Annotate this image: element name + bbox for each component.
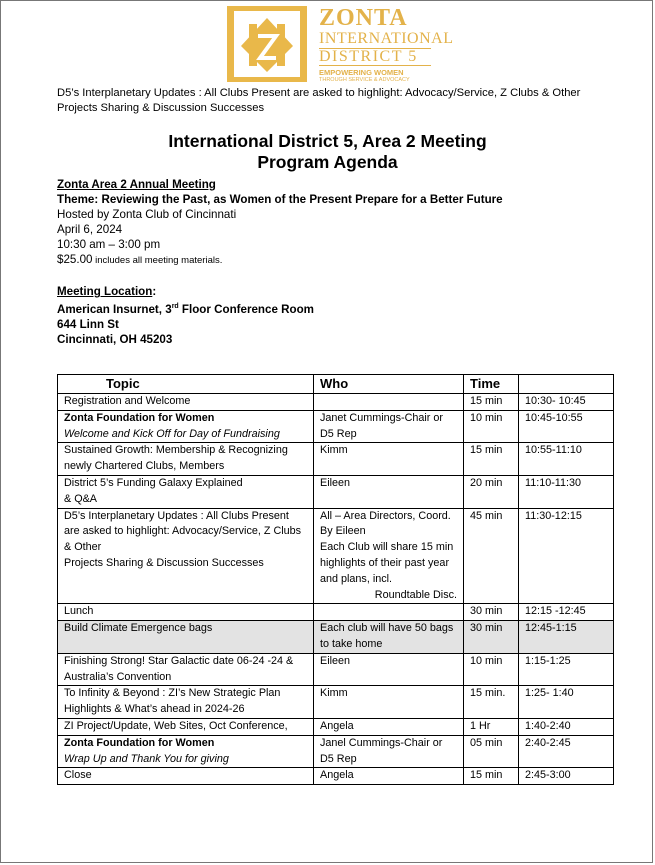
logo-line-zonta: ZONTA — [319, 5, 408, 31]
zonta-emblem — [227, 6, 307, 82]
row-who: Janet Cummings-Chair or D5 Rep — [314, 410, 464, 443]
logo-tagline: EMPOWERING WOMEN — [319, 68, 404, 77]
header-time: Time — [464, 375, 519, 394]
row-who-line-3: Roundtable Disc. — [374, 588, 457, 601]
row-who: Kimm — [314, 443, 464, 476]
row-topic-italic: Wrap Up and Thank You for giving — [64, 752, 229, 765]
row-schedule: 1:25- 1:40 — [519, 686, 614, 719]
logo-line-district: DISTRICT 5 — [319, 48, 431, 66]
meeting-theme: Theme: Reviewing the Past, as Women of the Present Prepare for a Better Future — [57, 193, 503, 206]
row-who: Eileen — [314, 653, 464, 686]
row-time: 15 min. — [464, 686, 519, 719]
row-who: Angela — [314, 768, 464, 785]
row-topic-line-1: District 5’s Funding Galaxy Explained — [64, 476, 243, 489]
meeting-time: 10:30 am – 3:00 pm — [57, 238, 161, 251]
meeting-location — [57, 284, 314, 347]
row-topic: Registration and Welcome — [58, 394, 314, 411]
row-who: Eileen — [314, 475, 464, 508]
meeting-date: April 6, 2024 — [57, 223, 123, 236]
intro-text: D5’s Interplanetary Updates : All Clubs Present are asked to highlight: Advocacy/Service, Z Clubs & Other Projects Sharing & Discussion Successes — [57, 87, 581, 114]
row-time: 15 min — [464, 768, 519, 785]
row-time: 15 min — [464, 394, 519, 411]
header-topic: Topic — [58, 375, 314, 394]
row-schedule: 10:30- 10:45 — [519, 394, 614, 411]
row-time: 30 min — [464, 621, 519, 654]
location-heading — [57, 284, 314, 299]
table-row — [58, 768, 614, 785]
place-b: Floor Conference Room — [178, 302, 314, 316]
row-who: Kimm — [314, 686, 464, 719]
row-schedule: 12:45-1:15 — [519, 621, 614, 654]
logo-subtagline: THROUGH SERVICE & ADVOCACY — [319, 76, 410, 83]
row-time: 1 Hr — [464, 718, 519, 735]
row-schedule: 2:45-3:00 — [519, 768, 614, 785]
zonta-wordmark — [319, 5, 454, 83]
row-who — [314, 508, 464, 604]
table-row — [58, 508, 614, 604]
row-who-line-1: All – Area Directors, Coord. By Eileen — [320, 509, 451, 538]
row-time: 10 min — [464, 653, 519, 686]
row-who — [314, 394, 464, 411]
location-street: 644 Linn St — [57, 317, 119, 331]
row-schedule: 12:15 -12:45 — [519, 604, 614, 621]
table-row — [58, 394, 614, 411]
header-schedule — [519, 375, 614, 394]
fee-note: includes all meeting materials. — [92, 255, 223, 266]
header-who: Who — [314, 375, 464, 394]
meeting-details — [57, 177, 503, 268]
table-row — [58, 604, 614, 621]
row-topic: Lunch — [58, 604, 314, 621]
row-who — [314, 604, 464, 621]
title-line-2: Program Agenda — [257, 152, 398, 172]
row-topic: ZI Project/Update, Web Sites, Oct Conference, — [58, 718, 314, 735]
row-who: Janel Cummings-Chair or D5 Rep — [314, 735, 464, 768]
table-row — [58, 653, 614, 686]
place-sup: rd — [171, 303, 179, 310]
table-row — [58, 621, 614, 654]
table-row — [58, 443, 614, 476]
table-row — [58, 686, 614, 719]
place-a: American Insurnet, 3 — [57, 302, 172, 316]
meeting-host: Hosted by Zonta Club of Cincinnati — [57, 208, 237, 221]
row-topic-bold: Zonta Foundation for Women — [64, 411, 215, 424]
row-schedule: 1:40-2:40 — [519, 718, 614, 735]
agenda-header-row — [58, 375, 614, 394]
row-time: 15 min — [464, 443, 519, 476]
row-time: 05 min — [464, 735, 519, 768]
table-row — [58, 735, 614, 768]
row-topic — [58, 508, 314, 604]
row-topic: Sustained Growth: Membership & Recognizing newly Chartered Clubs, Members — [58, 443, 314, 476]
row-topic-line-2: & Q&A — [64, 492, 98, 505]
agenda-table — [57, 374, 614, 785]
row-time: 10 min — [464, 410, 519, 443]
row-schedule: 2:40-2:45 — [519, 735, 614, 768]
location-heading-colon: : — [152, 285, 157, 298]
row-time: 45 min — [464, 508, 519, 604]
row-topic-line-2: Projects Sharing & Discussion Successes — [64, 556, 264, 569]
location-heading-label: Meeting Location — [57, 285, 153, 298]
fee-amount: $25.00 — [57, 253, 93, 266]
table-row — [58, 718, 614, 735]
row-topic: To Infinity & Beyond : ZI’s New Strategic Plan Highlights & What’s ahead in 2024-26 — [58, 686, 314, 719]
row-who: Each club will have 50 bags to take home — [314, 621, 464, 654]
row-schedule: 11:30-12:15 — [519, 508, 614, 604]
row-time: 30 min — [464, 604, 519, 621]
row-topic — [58, 475, 314, 508]
row-schedule: 10:55-11:10 — [519, 443, 614, 476]
table-row — [58, 410, 614, 443]
row-topic-italic: Welcome and Kick Off for Day of Fundraising — [64, 427, 280, 440]
zonta-logo — [227, 5, 454, 83]
row-topic-line-1: D5’s Interplanetary Updates : All Clubs Present are asked to highlight: Advocacy/Service, Z Clubs & Other — [64, 509, 302, 554]
location-city: Cincinnati, OH 45203 — [57, 332, 173, 346]
row-topic: Close — [58, 768, 314, 785]
row-time: 20 min — [464, 475, 519, 508]
document-title — [1, 131, 654, 173]
meeting-name: Zonta Area 2 Annual Meeting — [57, 178, 216, 191]
table-row — [58, 475, 614, 508]
row-who: Angela — [314, 718, 464, 735]
row-topic — [58, 410, 314, 443]
title-line-1: International District 5, Area 2 Meeting — [168, 131, 487, 151]
row-who-line-2: Each Club will share 15 min highlights of their past year and plans, incl. — [320, 541, 454, 585]
row-topic-bold: Zonta Foundation for Women — [64, 736, 215, 749]
row-schedule: 1:15-1:25 — [519, 653, 614, 686]
location-place — [57, 299, 314, 317]
row-topic — [58, 735, 314, 768]
row-topic: Finishing Strong! Star Galactic date 06-24 -24 & Australia’s Convention — [58, 653, 314, 686]
logo-line-international: INTERNATIONAL — [319, 30, 454, 47]
row-schedule: 11:10-11:30 — [519, 475, 614, 508]
row-topic: Build Climate Emergence bags — [58, 621, 314, 654]
row-schedule: 10:45-10:55 — [519, 410, 614, 443]
meeting-fee — [57, 252, 503, 268]
